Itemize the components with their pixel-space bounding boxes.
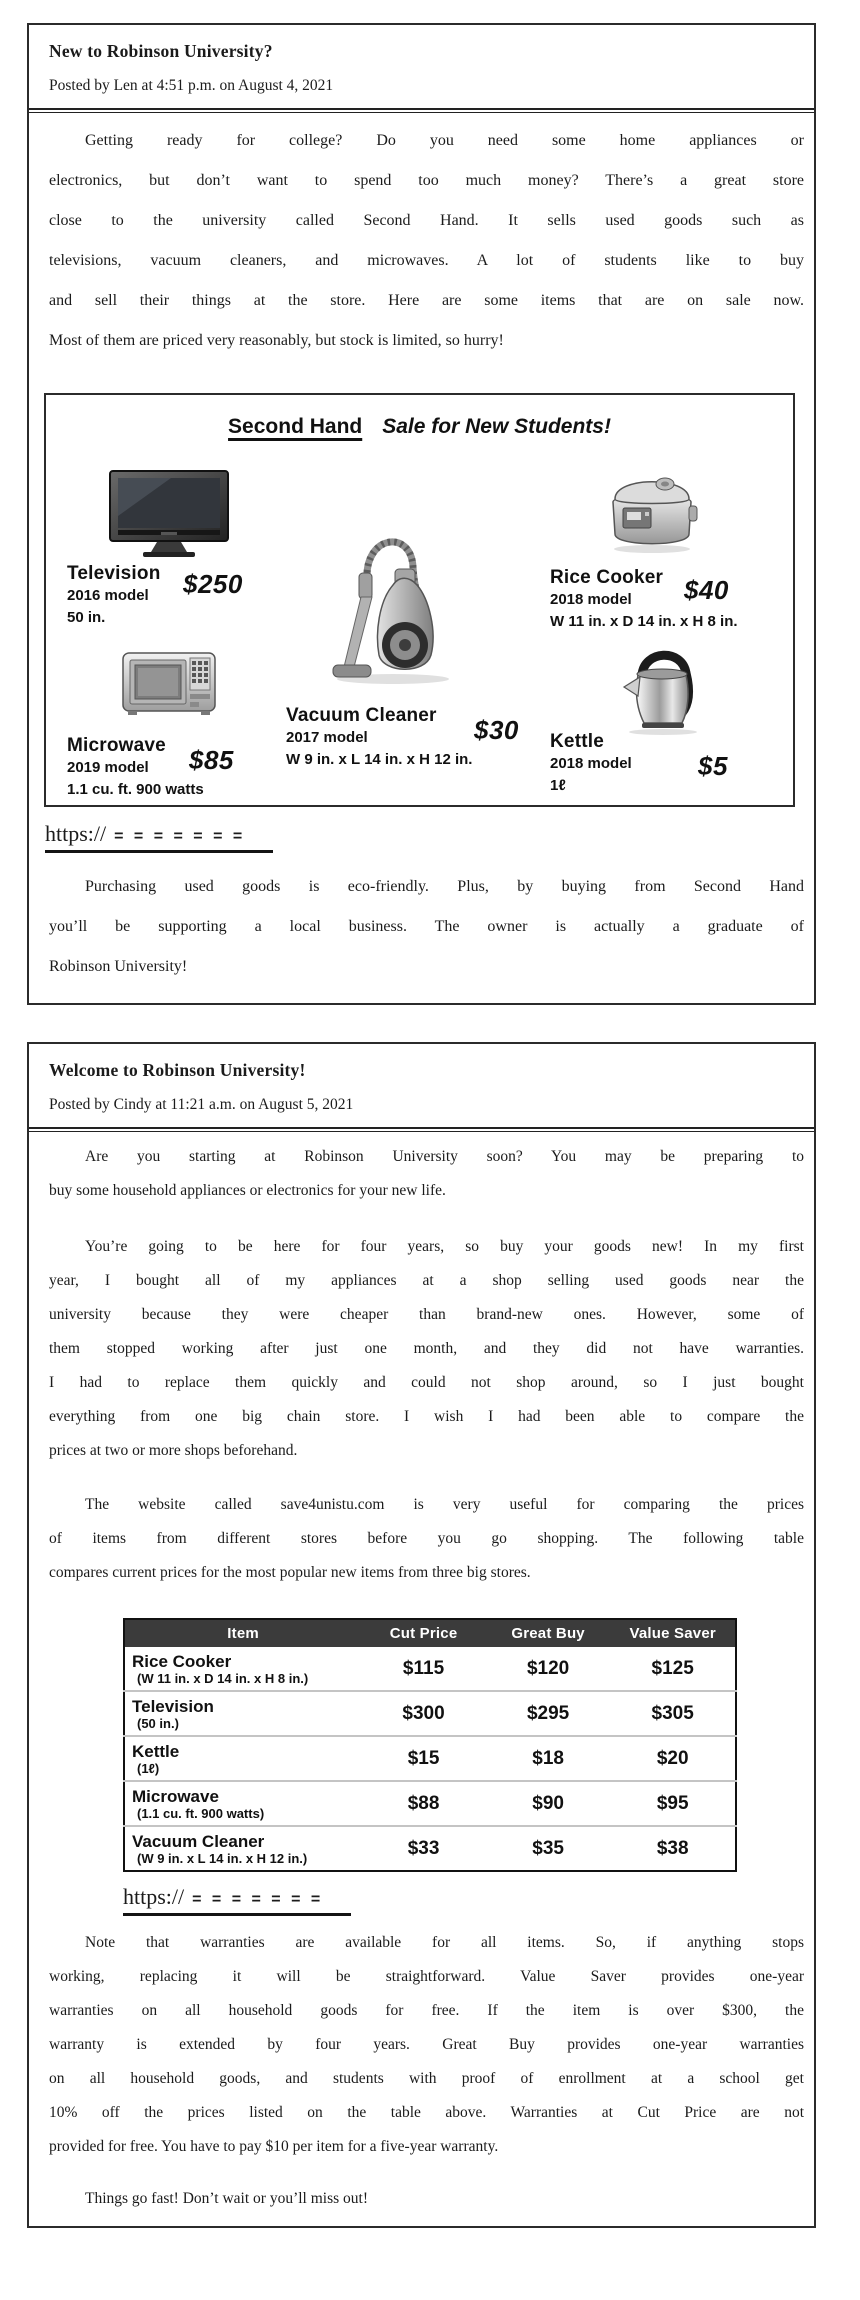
ad-tagline: Sale for New Students! <box>382 415 611 438</box>
table-row-vacuum-cleaner: Vacuum Cleaner (W 9 in. x L 14 in. x H 12 in.) $33 $35 $38 <box>124 1826 736 1871</box>
television-icon <box>109 470 229 558</box>
blog-post-2 <box>27 1042 816 2228</box>
post2-header-divider <box>29 1127 814 1132</box>
masked-url-2-link: https:// = = = = = = = <box>123 1884 351 1916</box>
masked-url-1-link: https:// = = = = = = = <box>45 821 273 853</box>
post1-byline: Posted by Len at 4:51 p.m. on August 4, 2021 <box>49 77 334 94</box>
post2-body <box>29 1140 814 2216</box>
post2-header <box>29 1044 814 1114</box>
column-header-value-saver: Value Saver <box>610 1619 736 1647</box>
table-row-rice-cooker: Rice Cooker (W 11 in. x D 14 in. x H 8 in.) $115 $120 $125 <box>132 1651 694 1686</box>
kettle-icon <box>620 645 704 735</box>
rice-cooker-icon <box>605 468 699 554</box>
post1-title: New to Robinson University? <box>49 41 273 61</box>
post2-paragraph-3: The website called save4unistu.com is very useful for comparing the prices of items from different stores before you go shopping. The following table compares current prices for the most popular new items from three big stores. <box>49 1496 804 1581</box>
second-hand-ad <box>44 393 795 807</box>
column-header-great-buy: Great Buy <box>486 1619 611 1647</box>
post2-paragraph-5: Things go fast! Don’t wait or you’ll miss out! <box>85 2190 368 2207</box>
post2-title: Welcome to Robinson University! <box>49 1060 306 1080</box>
vacuum-cleaner-icon <box>331 515 455 687</box>
column-header-item: Item <box>124 1619 361 1647</box>
price-comparison-table <box>123 1618 737 1872</box>
ad-item-kettle-price: $5 <box>698 751 728 781</box>
ad-item-television-label: Television 2016 model 50 in. <box>67 563 161 626</box>
post1-header-divider <box>29 108 814 113</box>
ad-title <box>46 415 793 439</box>
ad-item-microwave-price: $85 <box>189 745 234 775</box>
ad-item-vacuum-price: $30 <box>474 715 519 745</box>
microwave-icon <box>122 650 216 717</box>
price-table-header <box>124 1619 736 1647</box>
ad-item-microwave-label: Microwave 2019 model 1.1 cu. ft. 900 watts <box>67 735 204 798</box>
post2-byline: Posted by Cindy at 11:21 a.m. on August 5, 2021 <box>49 1096 354 1113</box>
ad-item-rice-cooker-label: Rice Cooker 2018 model W 11 in. x D 14 in. x H 8 in. <box>550 567 738 630</box>
post2-paragraph-2: You’re going to be here for four years, so buy your goods new! In my first year, I bought all of my appliances at a shop selling used goods near the university because they were cheaper than brand-new ones. However, some of them stopped working after just one month, and they did not have warranties. I had to replace them quickly and could not shop around, so I just bought everything from one big chain store. I wish I had been able to compare the prices at two or more shops beforehand. <box>49 1238 804 1459</box>
masked-url-1 <box>45 821 814 853</box>
ad-item-television-price: $250 <box>183 569 243 599</box>
table-row-microwave: Microwave (1.1 cu. ft. 900 watts) $88 $90 $95 <box>124 1781 736 1826</box>
post2-paragraph-4: Note that warranties are available for all items. So, if anything stops working, replacing it will be straightforward. Value Saver provides one-year warranties on all household goods for free. If the item is over $300, the warranty is extended by four years. Great Buy provides one-year warranties on all household goods, and students with proof of enrollment at a school get 10% off the prices listed on the table above. Warranties at Cut Price are not provided for free. You have to pay $10 per item for a five-year warranty. <box>49 1934 804 2155</box>
column-header-cut-price: Cut Price <box>361 1619 486 1647</box>
blog-post-1 <box>27 23 816 1005</box>
table-row-kettle: Kettle (1ℓ) $15 $18 $20 <box>124 1736 736 1781</box>
ad-item-rice-cooker-price: $40 <box>684 575 729 605</box>
masked-url-2 <box>123 1884 814 1916</box>
post1-paragraph-2: Purchasing used goods is eco-friendly. Plus, by buying from Second Hand you’ll be supporting a local business. The owner is actually a graduate of Robinson University! <box>49 878 804 975</box>
post1-header <box>29 25 814 95</box>
ad-item-kettle-label: Kettle 2018 model 1ℓ <box>550 731 632 794</box>
table-row-television: Television (50 in.) $300 $295 $305 <box>124 1691 736 1736</box>
post1-paragraph-1: Getting ready for college? Do you need some home appliances or electronics, but don’t want to spend too much money? There’s a great store close to the university called Second Hand. It sells used goods such as televisions, vacuum cleaners, and microwaves. A lot of students like to buy and sell their things at the store. Here are some items that are on sale now. Most of them are priced very reasonably, but stock is limited, so hurry! <box>49 132 804 349</box>
post1-body <box>29 121 814 987</box>
ad-store-name: Second Hand <box>228 415 363 438</box>
ad-item-vacuum-label: Vacuum Cleaner 2017 model W 9 in. x L 14 in. x H 12 in. <box>286 705 473 768</box>
post2-paragraph-1: Are you starting at Robinson University soon? You may be preparing to buy some household appliances or electronics for your new life. <box>49 1148 804 1199</box>
